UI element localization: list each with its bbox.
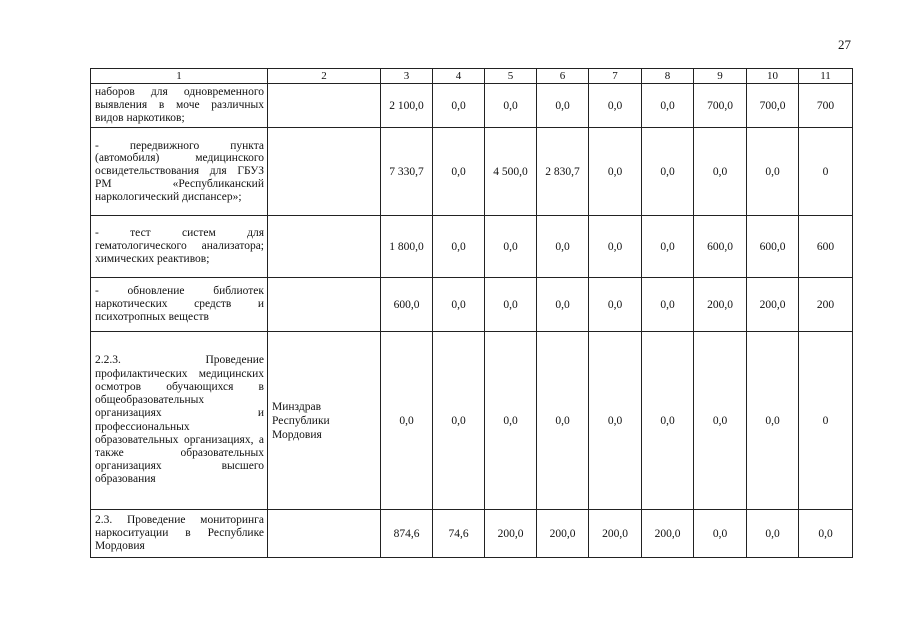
table-row (91, 216, 853, 278)
value-cell: 0,0 (537, 84, 589, 128)
header-cell: 11 (799, 69, 853, 84)
value-cell: 0,0 (433, 278, 485, 332)
header-cell: 1 (91, 69, 268, 84)
value-cell: 0,0 (694, 128, 747, 216)
value-cell: 0,0 (381, 332, 433, 510)
value-cell: 0,0 (433, 84, 485, 128)
header-cell: 2 (268, 69, 381, 84)
value-cell: 0,0 (589, 84, 642, 128)
value-cell: 0 (799, 128, 853, 216)
value-cell: 200,0 (747, 278, 799, 332)
executor-cell (268, 278, 381, 332)
value-cell: 600 (799, 216, 853, 278)
value-cell: 200,0 (589, 510, 642, 558)
value-cell: 0,0 (433, 332, 485, 510)
value-cell: 700,0 (694, 84, 747, 128)
value-cell: 0,0 (642, 128, 694, 216)
value-cell: 1 800,0 (381, 216, 433, 278)
value-cell: 0,0 (485, 332, 537, 510)
value-cell: 0,0 (694, 332, 747, 510)
value-cell: 0,0 (485, 84, 537, 128)
value-cell: 200,0 (694, 278, 747, 332)
header-cell: 5 (485, 69, 537, 84)
value-cell: 0,0 (537, 278, 589, 332)
value-cell: 74,6 (433, 510, 485, 558)
description-cell: - передвижного пункта (автомобиля) медицинского освидетельствования для ГБУЗ РМ «Республиканский наркологический диспансер»; (91, 128, 268, 216)
value-cell: 4 500,0 (485, 128, 537, 216)
header-cell: 9 (694, 69, 747, 84)
value-cell: 874,6 (381, 510, 433, 558)
value-cell: 0,0 (589, 128, 642, 216)
header-cell: 7 (589, 69, 642, 84)
table-row (91, 332, 853, 510)
table-row (91, 510, 853, 558)
value-cell: 600,0 (694, 216, 747, 278)
description-cell: 2.3. Проведение мониторинга наркоситуации в Республике Мордовия (91, 510, 268, 558)
value-cell: 0,0 (747, 332, 799, 510)
value-cell: 600,0 (747, 216, 799, 278)
value-cell: 0,0 (642, 278, 694, 332)
value-cell: 0,0 (485, 278, 537, 332)
value-cell: 2 830,7 (537, 128, 589, 216)
value-cell: 0,0 (589, 216, 642, 278)
value-cell: 0,0 (642, 84, 694, 128)
header-cell: 10 (747, 69, 799, 84)
value-cell: 0,0 (537, 332, 589, 510)
value-cell: 0,0 (485, 216, 537, 278)
value-cell: 0,0 (433, 128, 485, 216)
value-cell: 200,0 (537, 510, 589, 558)
header-cell: 3 (381, 69, 433, 84)
header-cell: 8 (642, 69, 694, 84)
value-cell: 0,0 (589, 332, 642, 510)
value-cell: 200,0 (642, 510, 694, 558)
description-cell: - обновление библиотек наркотических средств и психотропных веществ (91, 278, 268, 332)
value-cell: 700 (799, 84, 853, 128)
header-cell: 4 (433, 69, 485, 84)
value-cell: 0,0 (642, 216, 694, 278)
value-cell: 0,0 (747, 128, 799, 216)
value-cell: 0,0 (433, 216, 485, 278)
table-row (91, 84, 853, 128)
value-cell: 7 330,7 (381, 128, 433, 216)
header-row (91, 69, 853, 84)
executor-cell (268, 510, 381, 558)
value-cell: 200 (799, 278, 853, 332)
executor-cell (268, 128, 381, 216)
value-cell: 0,0 (694, 510, 747, 558)
value-cell: 600,0 (381, 278, 433, 332)
budget-table (90, 68, 853, 558)
executor-cell: Минздрав Республики Мордовия (268, 332, 381, 510)
value-cell: 0,0 (537, 216, 589, 278)
table-row (91, 128, 853, 216)
value-cell: 2 100,0 (381, 84, 433, 128)
description-cell: - тест систем для гематологического анализатора; химических реактивов; (91, 216, 268, 278)
value-cell: 0,0 (799, 510, 853, 558)
value-cell: 0,0 (747, 510, 799, 558)
description-cell: наборов для одновременного выявления в моче различных видов наркотиков; (91, 84, 268, 128)
executor-cell (268, 84, 381, 128)
page-number: 27 (838, 37, 851, 52)
executor-cell (268, 216, 381, 278)
header-cell: 6 (537, 69, 589, 84)
table-row (91, 278, 853, 332)
value-cell: 0,0 (589, 278, 642, 332)
description-cell: 2.2.3. Проведение профилактических медицинских осмотров обучающихся в общеобразовательных организациях и профессиональных образовательных организациях, а также образовательных организациях высшего образования (91, 332, 268, 510)
value-cell: 0,0 (642, 332, 694, 510)
value-cell: 200,0 (485, 510, 537, 558)
value-cell: 700,0 (747, 84, 799, 128)
value-cell: 0 (799, 332, 853, 510)
